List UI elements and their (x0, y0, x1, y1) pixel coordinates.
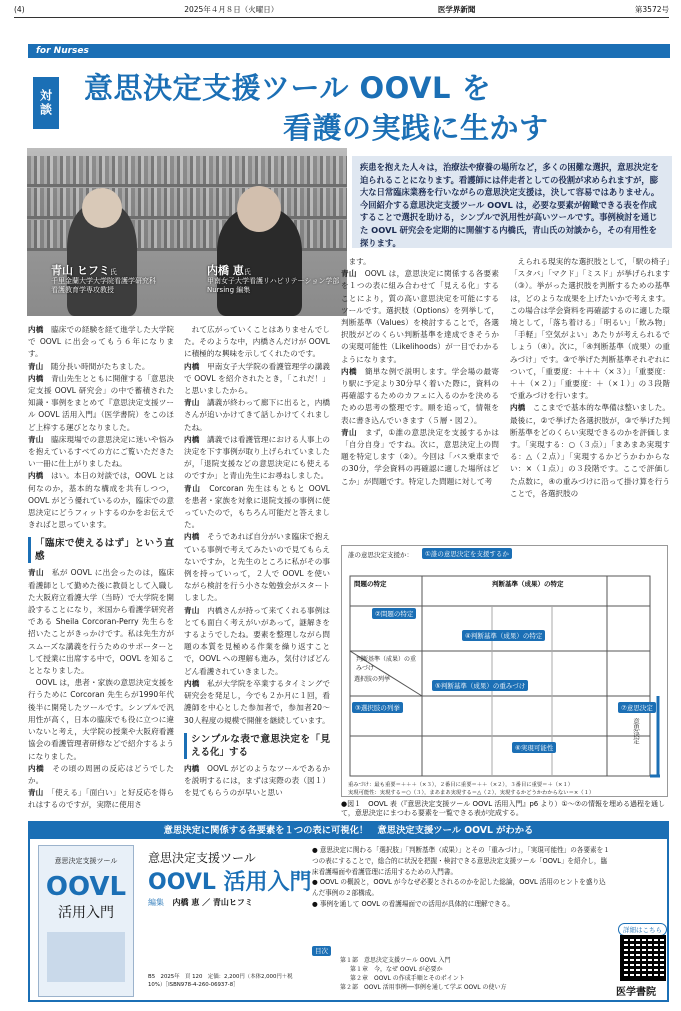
step-7-label: ⑦意思決定 (618, 702, 656, 713)
lead-paragraph: 疾患を抱えた人々は，治療法や療養の場所など，多くの困難な選択，意思決定を迫られることになります。看護師には伴走者としての役割が求められますが，膨大な日常臨床業務を行いながらの意思決定支援は，決して容易ではありません。今回紹介する意思決定支援ツール OOVL は，必要な要素が俯瞰できる表を作成することで選択を助ける，シンプルで汎用性が高いツールです。事例検討を通じた OOVL 研究会を定期的に開催する内橋氏，青山氏の対談から，その有用性を探ります。 (352, 156, 672, 248)
speaker-label: 内橋 (184, 434, 200, 444)
speaker-label: 青山 (184, 605, 200, 615)
speaker-label: 内橋 (28, 471, 44, 481)
problem-header: 問題の特定 (354, 580, 387, 588)
person-caption-right: 内橋 恵氏 甲南女子大学看護リハビリテーション学部 Nursing 編集 (207, 264, 340, 294)
paragraph: 内橋 その頃の周囲の反応はどうでしたか。 (28, 763, 174, 785)
article-column-4 (510, 256, 670, 540)
paragraph: 内橋 ここまでで基本的な準備は整いました。最後に，②で挙げた各選択肢が，③で挙げた判断基準をどのくらい実現できるのかを評価します。「実現する：○（３点）」「まあまあ実現する：△（２点）」「実現するかどうかわからない：×（１点）」の３段階です。ここで評価した点数に，④の重みづけに沿って掛け算を行うことで，各選択肢の (510, 403, 670, 498)
paragraph: 内橋 はい。本日の対談では，OOVL とは何なのか，基本的な構成を共有しつつ，OOVL がどう優れているのか，臨床での意思決定にどうフィットするのかをお伝えできればと思っています。 (28, 471, 174, 530)
paragraph: ます。 (348, 257, 371, 266)
paragraph: 内橋 甲南女子大学院の看護管理学の講義で OOVL を紹介されたとき，「これだ！」と思いましたから。 (184, 361, 330, 396)
criteria-header: 判断基準（成果）の特定 (492, 580, 564, 588)
speaker-label: 内橋 (184, 763, 200, 773)
step-4-label: ④判断基準（成果）の特定 (462, 630, 545, 641)
paragraph: れて広がっていくことはありませんでした。そのような中，内橋さんだけが OOVL に積極的な興味を示してくれたのです。 (184, 325, 330, 359)
qr-code[interactable] (620, 935, 666, 981)
paragraph: 青山 「使える」「面白い」と好反応を得られはするのですが，実際に使用さ (28, 788, 174, 810)
paragraph: えられる現実的な選択肢として，「駅の椅子」「スタバ」「マクド」「ミスド」が挙げられます（③）。挙がった選択肢を判断するための基準は，どのような成果を上げたいかで考えます。この場合は学会資料を再確認するのに適した環境として，「落ち着ける」「明るい」「飲み物」「手軽」「空気がよい」あたりが考えられるでしょう（④）。次に，「④判断基準（成果）の重みづけ」です。③で挙げた判断基準それぞれについて，「重要度：＋＋＋（×３）」「重要度：＋＋（×２）」「重要度：＋（×１）」の３段階で重みづけを行います。 (510, 257, 670, 401)
speaker-label: 青山 (28, 434, 44, 444)
headline-line2: 看護の実践に生かす (283, 111, 549, 145)
person-caption-left: 青山 ヒフミ氏 千里金蘭大学大学院看護学研究科 看護教育学専攻教授 (51, 264, 156, 294)
step-6-label: ⑥実現可能性 (512, 742, 556, 753)
article-column-1 (28, 324, 174, 819)
speaker-label: 青山 (28, 568, 44, 578)
oovl-figure (341, 545, 668, 797)
figure-footnote-1: 重みづけ：最も重要＝＋＋＋（×３），２番目に重要＝＋＋（×２），３番目に重要＝＋（×１） (348, 782, 574, 788)
speaker-label: 内橋 (510, 403, 526, 413)
paragraph: 青山 臨床現場での意思決定に迷いや悩みを抱えているすべての方にご覧いただきたい一冊に仕上がりましたね。 (28, 434, 174, 469)
paragraph: 内橋 簡単な例で説明します。学会場の最寄り駅に予定より30分早く着いた際に，資料の再確認するためのカフェに入るのかを決めるための思考の整理です。順を追って，情報を表に書き込んでいきます（５層・図２）。 (341, 366, 499, 425)
detail-link[interactable]: 詳細はこちら (618, 923, 667, 936)
figure-caption: ●図１ OOVL 表（『意思決定支援ツール OOVL 活用入門』p6 より）①〜⑦の情報を埋める過程を通して，意思決定にまつわる要素を一覧できる表が完成する。 (341, 800, 665, 817)
paragraph: 青山 OOVL は，意思決定に関係する各要素を１つの表に組み合わせて「見える化」することにより，質の高い意思決定を可能にするツールです。選択肢（Options）を列挙して，判断基準（Values）を検討することで，各選択肢がどのくらい判断基準を達成できそうかの実現可能性（Likelihoods）が一目でわかるようになります。 (341, 269, 499, 364)
subheading: 「臨床で使えるはず」という直感 (28, 537, 174, 563)
issue-number: 第3572号 (634, 5, 669, 14)
book-cover-title: OOVL (45, 872, 127, 902)
speaker-label: 青山 (341, 427, 357, 437)
paragraph: 青山 内橋さんが持って来てくれる事例はとても面白く考えがいがあって，謎解きをするようでしたね。要素を整理しながら問題の本質を見極める作業を繰り返すことで，OOVL への理解も進み，気付けばどんどん看護されていきました。 (184, 605, 330, 676)
options-row-label: 選択肢の列挙 (354, 676, 391, 683)
speaker-label: 青山 (184, 483, 201, 493)
paragraph: 内橋 青山先生とともに開催する「意思決定支援 OOVL 研究会」の中で蓄積された知識・事例をまとめて『意思決定支援ツール OOVL 活用入門』（医学書院）をこのほど上梓する運びとなりました。 (28, 373, 174, 432)
ad-bullet: ● 意思決定に関わる「選択肢」「判断基準（成果）」とその「重みづけ」，「実現可能性」の各要素を１つの表にすることで，総合的に状況を把握・検討できる意思決定支援ツール「OOVL」を紹介し，臨床看護場面や看護管理に活用するための入門書。 (312, 846, 610, 876)
ad-price: B5 2025年 頁 120 定価：2,200円（本体2,000円＋税10%）［ISBN978-4-260-06937-8］ (148, 974, 293, 988)
step-3-label: ③選択肢の列挙 (352, 702, 403, 713)
figure-footnote-2: 実現可能性：実現する＝○（３），まあまあ実現する＝△（２），実現するかどうかわからない＝×（１） (348, 790, 595, 796)
paragraph: 青山 Corcoran 先生はもともと OOVL を患者・家族を対象に退院支援の事例に使っていたので，もちろん可能だと答えました。 (184, 483, 330, 530)
page-number: (4) (14, 5, 25, 14)
paper-name: 医学界新聞 (437, 5, 476, 14)
ad-authors: 内橋 恵 ／ 青山ヒフミ (172, 898, 253, 907)
paragraph: 内橋 講義では看護管理における人事上の決定を下す事例が取り上げられていましたが，「退院支援などの意思決定にも使えるのですか」と青山先生にお尋ねしました。 (184, 434, 330, 481)
speaker-label: 青山 (28, 361, 44, 371)
speaker-label: 内橋 (28, 763, 45, 773)
interview-photo (27, 148, 347, 316)
step-2-label: ②問題の特定 (372, 608, 416, 619)
speaker-label: 青山 (184, 398, 200, 408)
weight-row-label: 判断基準（成果）の重みづけ (356, 656, 417, 672)
publisher-logo: 医学書院 (616, 987, 656, 998)
ad-bullet: ● 事例を通して OOVL の看護場面での活用が具体的に理解できる。 (312, 899, 514, 908)
speaker-label: 内橋 (28, 325, 44, 334)
section-label: for Nurses (28, 44, 670, 58)
subheading: シンプルな表で意思決定を「見える化」する (184, 733, 330, 759)
speaker-label: 内橋 (341, 366, 357, 376)
article-column-3 (341, 256, 499, 540)
article-column-2 (184, 324, 330, 819)
step-5-label: ⑤判断基準（成果）の重みづけ (432, 680, 528, 691)
speaker-label: 内橋 (28, 373, 44, 383)
ad-bullets (312, 845, 612, 910)
paragraph: 内橋 臨床での経験を経て進学した大学院で OOVL に出会ってもう６年になります。 (28, 325, 174, 359)
decision-label: 意思決定 (632, 718, 640, 744)
person-name: 内橋 恵 (207, 264, 244, 277)
speaker-label: 青山 (341, 269, 357, 279)
paragraph: 内橋 私が大学院を卒業するタイミングで研究会を発足し，今でも２か月に１回，看護師を中心とした参加者で，参加者20〜30人程度の規模で開催を継続しています。 (184, 678, 330, 725)
ad-title-small: 意思決定支援ツール (148, 851, 256, 865)
ad-banner: 意思決定に関係する各要素を１つの表に可視化！ 意思決定支援ツール OOVL がわかる (30, 823, 667, 839)
page-header (14, 4, 669, 18)
paragraph: 青山 私が OOVL に出会ったのは，臨床看護師として勤めた後に教員として入職した大阪府立看護大学（当時）で大学院を開設することになり，米国から看護学研究者である Sheila Corcoran-Perry 先生らを招いたことがきっかけです。私は先生方がスムーズな講義を行うためのサポーターとして授業に出席する中で，OOVL を知ることとなりました。 (28, 568, 174, 676)
paragraph: 青山 随分長い時間がたちました。 (28, 361, 150, 371)
speaker-label: 青山 (28, 788, 44, 798)
book-cover: 意思決定支援ツール OOVL 活用入門 (38, 845, 134, 997)
paragraph: 青山 講義が終わって廊下に出ると，内橋さんが追いかけてきて話しかけてくれましたね。 (184, 398, 330, 432)
speaker-label: 内橋 (184, 361, 200, 371)
paragraph: 内橋 そうであれば自分がいま臨床で抱えている事例で考えてみたいので見てもらえないですか，と先生のところに私がその事例を持っていって，２人で OOVL を使いながら検討を行う小さな勉強会がスタートしました。 (184, 532, 330, 603)
ad-bullet: ● OOVL の概説と，OOVL が今なぜ必要とされるのかを記した総論，OOVL 活用のヒントを盛り込んだ事例の２部構成。 (312, 878, 606, 898)
taidan-badge: 対談 (33, 77, 59, 129)
speaker-label: 内橋 (184, 532, 200, 542)
person-name: 青山 ヒフミ (51, 264, 110, 277)
figure-header: 誰の意思決定支援か： (348, 551, 413, 559)
paragraph: 青山 まず，①誰の意思決定を支援するかは「自分自身」ですね。次に，意思決定上の問題を特定します（②）。今回は「バス乗車までの30分，学会資料の再確認に適した場所はどこか」が問題です。特定した問題に対して考 (341, 427, 499, 486)
paragraph: OOVL は，患者・家族の意思決定支援を行うために Corcoran 先生らが1990年代後半に開発したツールです。シンプルで汎用性が高く，日本の臨床でも役に立つに違いないと考え，大学院の授業や大阪府看護協会の看護管理者研修などで紹介するようになりました。 (28, 678, 174, 761)
book-advertisement: 意思決定に関係する各要素を１つの表に可視化！ 意思決定支援ツール OOVL がわかる 意思決定支援ツール OOVL 活用入門 意思決定支援ツール OOVL 活用入門 編集 内橋 恵 ／ 青山ヒフミ B5 2025年 頁 120 定価：2,200円（本体2,000円＋税10%）［ISBN978-4-260-06937-8］ ● 意思決定に関わる「選択肢」「判断基準（成果）」とその「重みづけ」，「実現可能性」の各要素を１つの表にすることで，総合的に状況を把握・検討できる意思決定支援ツール「OOVL」を紹介し，臨床看護場面や看護管理に活用するための入門書。 ● OOVL の概説と，OOVL が今なぜ必要とされるのかを記した総論，OOVL 活用のヒントを盛り込んだ事例の２部構成。 ● 事例を通して OOVL の看護場面での活用が具体的に理解できる。 目次 第１部 意思決定支援ツール OOVL 入門 第１章 今，なぜ OOVL が必要か 第２章 OOVL の作成手順とそのポイント 第２部 OOVL 活用事例──事例を通して学ぶ OOVL の使い方 詳細はこちら 医学書院 (28, 821, 669, 1002)
ad-title-big: OOVL 活用入門 (148, 870, 312, 895)
speaker-label: 内橋 (184, 678, 200, 688)
headline-line1: 意思決定支援ツール OOVL を (84, 71, 492, 105)
ad-toc: 目次 第１部 意思決定支援ツール OOVL 入門 第１章 今，なぜ OOVL が必要か 第２章 OOVL の作成手順とそのポイント 第２部 OOVL 活用事例──事例を通して学ぶ OOVL の使い方 (312, 947, 612, 992)
issue-date: 2025年４月８日（火曜日） (184, 5, 279, 14)
step-1-label: ①誰の意思決定を支援するか (422, 548, 512, 559)
paragraph: 内橋 OOVL がどのようなツールであるかを説明するには，まずは実際の表（図１）を見てもらうのが早いと思い (184, 763, 330, 798)
